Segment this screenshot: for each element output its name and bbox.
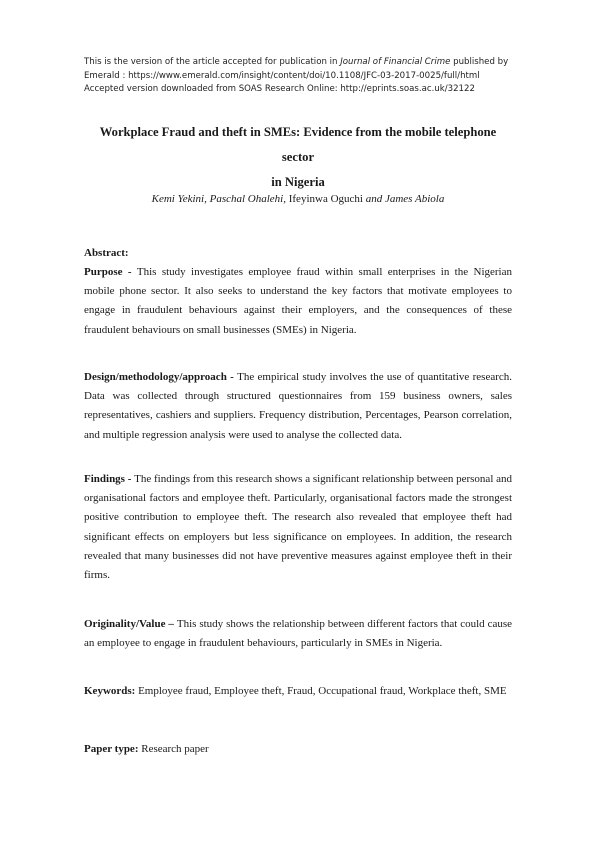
paper-type-paragraph: Paper type: Research paper: [84, 743, 209, 755]
paper-title: Workplace Fraud and theft in SMEs: Evidence from the mobile telephone sector in Nigeria: [99, 125, 497, 189]
keywords-paragraph: Keywords: Employee fraud, Employee theft, Fraud, Occupational fraud, Workplace theft, SME: [84, 685, 507, 697]
purpose-paragraph: Purpose - This study investigates employee fraud within small enterprises in the Nigerian mobile phone sector. It also seeks to understand the key factors that motivate employees to engage in fraudulent behaviours against their employers, and the consequences of these fraudulent behaviours on small businesses (SMEs) in Nigeria.: [84, 266, 512, 336]
design-paragraph: Design/methodology/approach - The empirical study involves the use of quantitative research. Data was collected through structured questionnaires from 159 business owners, sales representatives, cashiers and suppliers. Frequency distribution, Percentages, Pearson correlation, and multiple regression analysis were used to analyse the collected data.: [84, 371, 513, 441]
abstract-heading: Abstract:: [84, 247, 129, 259]
originality-paragraph: Originality/Value – This study shows the relationship between different factors that could cause an employee to engage in fraudulent behaviours, particularly in SMEs in Nigeria.: [84, 618, 513, 650]
journal-name: Journal of Financial Crime: [340, 57, 451, 67]
notice-line-1: This is the version of the article accepted for publication in Journal of Financial Crime published by: [84, 57, 509, 67]
notice-line-3: Accepted version downloaded from SOAS Research Online: http://eprints.soas.ac.uk/32122: [84, 84, 475, 95]
publication-notice: [84, 56, 544, 97]
authors-line: Kemi Yekini, Paschal Ohalehi, Ifeyinwa Oguchi and James Abiola: [151, 193, 445, 205]
findings-paragraph: Findings - The findings from this research shows a significant relationship between personal and organisational factors and employee theft. Particularly, organisational factors made the strongest positive contribution to employee theft. The research also revealed that employee theft had significant effects on employers but less significance on employees. In addition, the research revealed that many businesses did not have preventive measures against employee theft in their firms.: [84, 473, 513, 582]
notice-line-2: Emerald : https://www.emerald.com/insight/content/doi/10.1108/JFC-03-2017-0025/full/html: [84, 70, 480, 81]
